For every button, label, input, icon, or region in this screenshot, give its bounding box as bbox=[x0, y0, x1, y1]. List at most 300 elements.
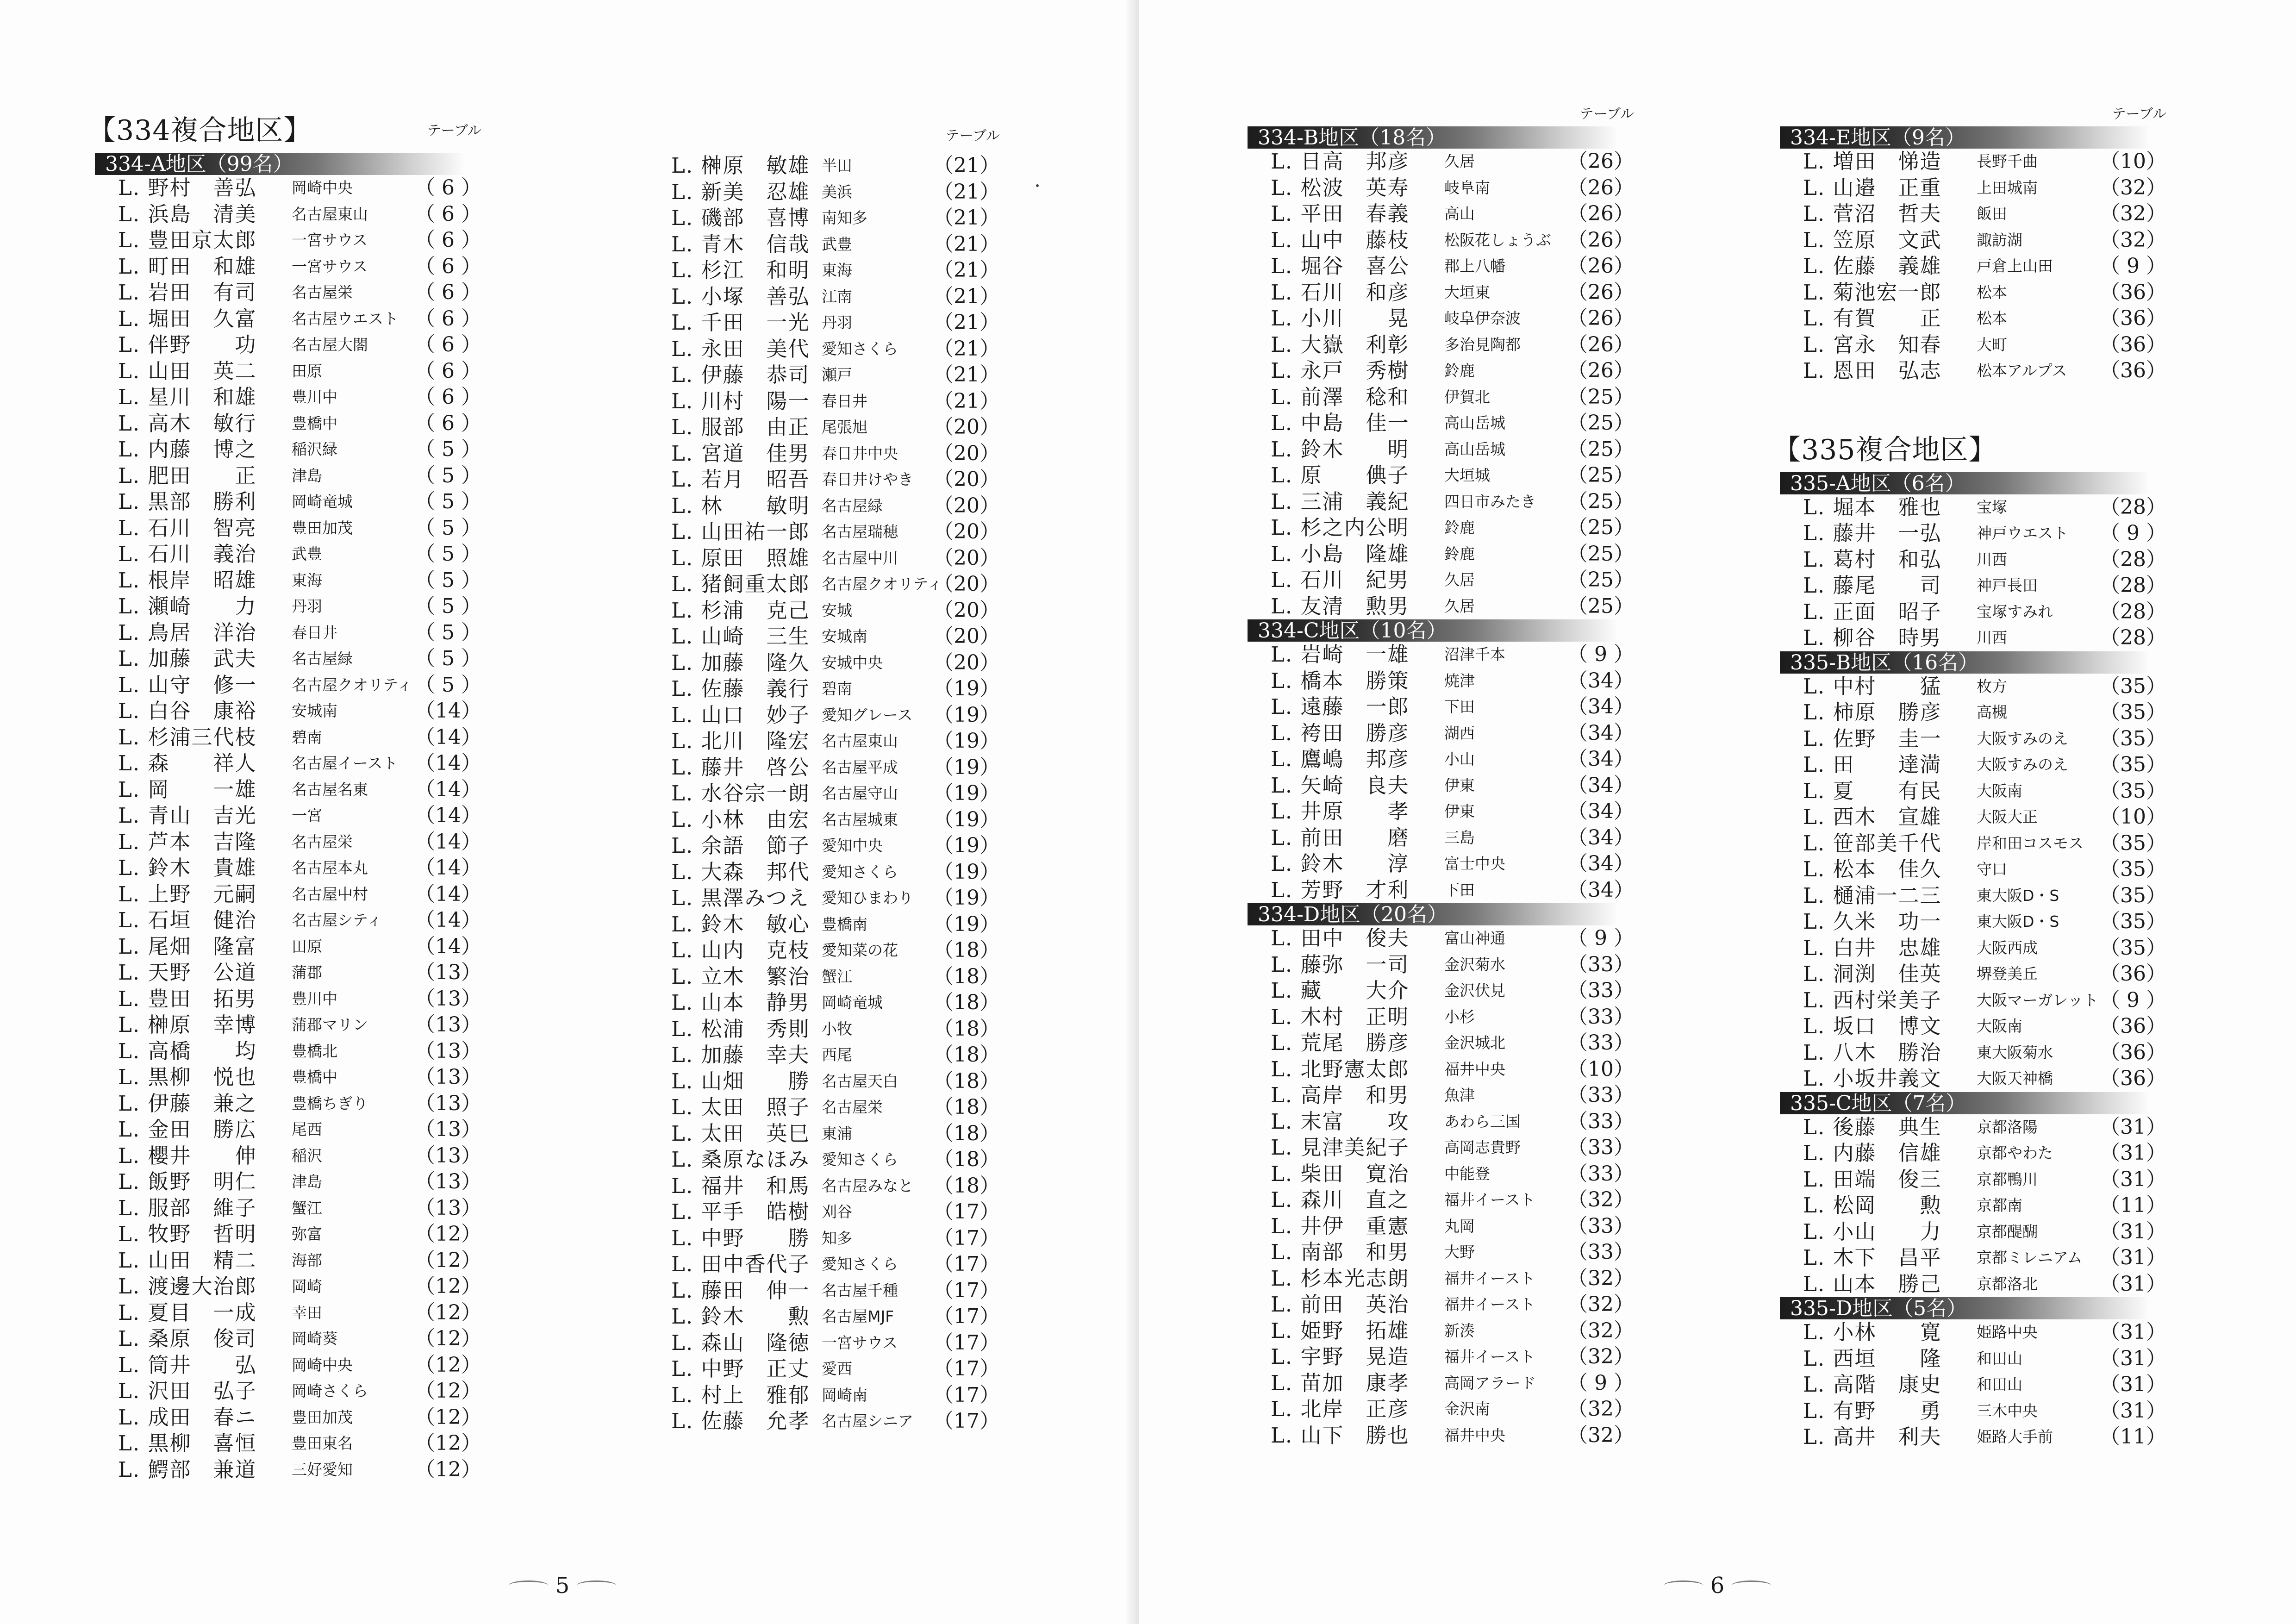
member-row bbox=[1780, 752, 2166, 778]
table-number: （14） bbox=[415, 830, 481, 854]
table-number: （21） bbox=[933, 284, 1000, 308]
club-name: 松阪花しょうぶ bbox=[1444, 231, 1551, 249]
club-name: 名古屋平成 bbox=[822, 758, 898, 776]
club-name: 愛知さくら bbox=[822, 339, 898, 358]
member-row bbox=[1780, 573, 2166, 599]
member-name: L. 鰐部 兼道 bbox=[118, 1457, 257, 1482]
member-name: L. 芦本 吉隆 bbox=[118, 829, 257, 854]
member-name: L. 山田 英二 bbox=[118, 358, 257, 383]
member-row bbox=[95, 829, 481, 856]
table-number: （18） bbox=[933, 1043, 1000, 1067]
club-name: 松本 bbox=[1977, 309, 2007, 327]
member-name: L. 伊藤 兼之 bbox=[118, 1091, 257, 1116]
member-name: L. 永田 美代 bbox=[671, 336, 810, 361]
region-title-334: 【334複合地区】 bbox=[88, 114, 312, 147]
table-number: （28） bbox=[2100, 495, 2166, 519]
table-number: （17） bbox=[933, 1383, 1000, 1407]
member-row bbox=[1780, 1219, 2166, 1245]
table-number: （20） bbox=[933, 520, 1000, 543]
member-name: L. 加藤 隆久 bbox=[671, 650, 810, 675]
table-number: （20） bbox=[933, 625, 1000, 648]
table-number: （25） bbox=[1567, 411, 1634, 435]
member-row bbox=[648, 1408, 1000, 1435]
table-number: （26） bbox=[1567, 332, 1634, 356]
member-name: L. 松波 英寿 bbox=[1271, 175, 1410, 200]
club-name: 弥富 bbox=[292, 1225, 322, 1243]
table-number: （14） bbox=[415, 804, 481, 827]
table-number: （ 5 ） bbox=[415, 647, 481, 670]
table-number: （10） bbox=[2100, 150, 2166, 173]
member-row bbox=[1248, 306, 1634, 332]
member-row bbox=[95, 1117, 481, 1143]
member-name: L. 服部 由正 bbox=[671, 415, 810, 439]
club-name: 東大阪D・S bbox=[1977, 886, 2059, 905]
member-name: L. 桑原なほみ bbox=[671, 1147, 810, 1172]
member-row bbox=[648, 1225, 1000, 1252]
member-row bbox=[95, 254, 481, 280]
member-row bbox=[95, 698, 481, 725]
club-name: 名古屋緑 bbox=[822, 496, 883, 515]
table-number: （31） bbox=[2100, 1141, 2166, 1165]
club-name: 名古屋中村 bbox=[292, 885, 368, 903]
table-number: （14） bbox=[415, 856, 481, 880]
club-name: 大阪すみのえ bbox=[1977, 729, 2068, 748]
club-name: 京都醍醐 bbox=[1977, 1222, 2038, 1241]
table-number: （13） bbox=[415, 1170, 481, 1193]
member-name: L. 宇野 晃造 bbox=[1271, 1344, 1410, 1369]
member-name: L. 黒柳 悦也 bbox=[118, 1065, 257, 1089]
member-row bbox=[648, 702, 1000, 729]
member-row bbox=[95, 777, 481, 803]
table-number: （12） bbox=[415, 1457, 481, 1481]
member-name: L. 余語 節子 bbox=[671, 833, 810, 858]
table-number: （21） bbox=[933, 337, 1000, 361]
table-number: （19） bbox=[933, 703, 1000, 727]
club-name: 海部 bbox=[292, 1251, 322, 1269]
member-name: L. 内藤 信雄 bbox=[1803, 1141, 1942, 1165]
table-number: （12） bbox=[415, 1274, 481, 1298]
member-name: L. 山口 妙子 bbox=[671, 702, 810, 727]
club-name: 三島 bbox=[1444, 828, 1475, 847]
table-number: （13） bbox=[415, 1196, 481, 1220]
member-row bbox=[95, 1430, 481, 1457]
club-name: 名古屋本丸 bbox=[292, 859, 368, 877]
table-number: （10） bbox=[2100, 805, 2166, 829]
member-name: L. 鈴木 勲 bbox=[671, 1304, 810, 1329]
member-row bbox=[95, 227, 481, 254]
table-number: （14） bbox=[415, 882, 481, 906]
table-number: （35） bbox=[2100, 831, 2166, 855]
member-name: L. 高岸 和男 bbox=[1271, 1083, 1410, 1107]
table-number: （21） bbox=[933, 311, 1000, 334]
member-row bbox=[1780, 625, 2166, 651]
table-number: （35） bbox=[2100, 857, 2166, 881]
member-row bbox=[1248, 1030, 1634, 1056]
member-name: L. 小塚 善弘 bbox=[671, 284, 810, 309]
member-row bbox=[648, 179, 1000, 206]
ornament-icon bbox=[1664, 1580, 1703, 1590]
member-name: L. 桑原 俊司 bbox=[118, 1326, 257, 1351]
table-header-label: テーブル bbox=[1579, 106, 1634, 122]
member-name: L. 原田 照雄 bbox=[671, 545, 810, 570]
table-number: （ 6 ） bbox=[415, 306, 481, 331]
table-number: （33） bbox=[1567, 1136, 1634, 1159]
member-name: L. 山守 修一 bbox=[118, 672, 257, 697]
member-name: L. 久米 功一 bbox=[1803, 909, 1942, 934]
member-name: L. 正面 昭子 bbox=[1803, 599, 1942, 624]
club-name: 福井中央 bbox=[1444, 1060, 1505, 1078]
member-row bbox=[95, 515, 481, 542]
member-name: L. 中野 正丈 bbox=[671, 1356, 810, 1381]
member-name: L. 藤弥 一司 bbox=[1271, 952, 1410, 977]
club-name: 名古屋名東 bbox=[292, 780, 368, 799]
member-name: L. 黒部 勝利 bbox=[118, 489, 257, 514]
member-name: L. 有野 勇 bbox=[1803, 1398, 1942, 1423]
table-number: （35） bbox=[2100, 700, 2166, 724]
club-name: 稲沢 bbox=[292, 1146, 322, 1165]
member-row bbox=[1780, 175, 2166, 201]
club-name: 上田城南 bbox=[1977, 178, 2038, 197]
member-row bbox=[1780, 1193, 2166, 1219]
member-name: L. 榊原 幸博 bbox=[118, 1012, 257, 1037]
member-row bbox=[95, 1457, 481, 1483]
member-name: L. 鷹嶋 邦彦 bbox=[1271, 747, 1410, 771]
member-row bbox=[1248, 694, 1634, 720]
table-number: （35） bbox=[2100, 674, 2166, 698]
table-number: （11） bbox=[2100, 1193, 2166, 1217]
member-name: L. 山本 静男 bbox=[671, 990, 810, 1015]
club-name: 春日井 bbox=[822, 392, 867, 410]
table-number: （32） bbox=[1567, 1397, 1634, 1421]
table-number: （13） bbox=[415, 961, 481, 984]
club-name: 宝塚 bbox=[1977, 498, 2007, 516]
club-name: 伊東 bbox=[1444, 802, 1475, 820]
club-name: 豊橋中 bbox=[292, 414, 337, 432]
table-number: （36） bbox=[2100, 1067, 2166, 1090]
member-row bbox=[1780, 1245, 2166, 1271]
club-name: 岸和田コスモス bbox=[1977, 834, 2084, 852]
club-name: 京都やわた bbox=[1977, 1144, 2053, 1162]
member-row bbox=[1248, 1370, 1634, 1397]
member-name: L. 山本 勝己 bbox=[1803, 1271, 1942, 1296]
table-number: （21） bbox=[933, 258, 1000, 282]
table-number: （ 9 ） bbox=[2100, 521, 2166, 545]
table-number: （ 5 ） bbox=[415, 620, 481, 644]
member-row bbox=[648, 1382, 1000, 1409]
member-row bbox=[648, 467, 1000, 493]
member-row bbox=[1780, 1013, 2166, 1040]
member-name: L. 上野 元嗣 bbox=[118, 881, 257, 906]
member-row bbox=[648, 990, 1000, 1016]
member-row bbox=[1780, 1066, 2166, 1092]
table-number: （20） bbox=[933, 598, 1000, 622]
club-name: 福井イースト bbox=[1444, 1348, 1535, 1366]
district-band-334b: 334-B地区（18名） bbox=[1248, 126, 1618, 149]
member-row bbox=[1248, 1082, 1634, 1109]
member-row bbox=[1780, 1114, 2166, 1141]
member-name: L. 山田 精二 bbox=[118, 1248, 257, 1273]
club-name: 高岡志貴野 bbox=[1444, 1138, 1521, 1156]
table-number: （ 6 ） bbox=[415, 228, 481, 252]
member-list-334e bbox=[1780, 149, 2166, 384]
member-name: L. 佐藤 允孝 bbox=[671, 1409, 810, 1433]
member-row bbox=[1248, 642, 1634, 668]
table-number: （ 6 ） bbox=[415, 281, 481, 304]
member-row bbox=[1248, 515, 1634, 541]
table-number: （ 5 ） bbox=[415, 568, 481, 592]
club-name: 名古屋千種 bbox=[822, 1281, 898, 1299]
table-number: （14） bbox=[415, 725, 481, 749]
club-name: 豊田加茂 bbox=[292, 518, 353, 537]
table-number: （12） bbox=[415, 1405, 481, 1429]
club-name: 飯田 bbox=[1977, 205, 2007, 223]
member-name: L. 小山 力 bbox=[1803, 1219, 1942, 1244]
member-row bbox=[95, 986, 481, 1012]
club-name: 小杉 bbox=[1444, 1007, 1475, 1026]
club-name: 豊橋北 bbox=[292, 1042, 337, 1060]
member-row bbox=[1248, 1161, 1634, 1187]
table-number: （ 6 ） bbox=[415, 202, 481, 226]
table-number: （18） bbox=[933, 1148, 1000, 1171]
club-name: 一宮 bbox=[292, 806, 322, 824]
member-name: L. 沢田 弘子 bbox=[118, 1379, 257, 1403]
member-name: L. 中野 勝 bbox=[671, 1225, 810, 1250]
club-name: 大阪南 bbox=[1977, 1017, 2022, 1035]
member-row bbox=[648, 781, 1000, 807]
club-name: 安城南 bbox=[822, 627, 867, 645]
member-row bbox=[95, 1221, 481, 1248]
member-name: L. 北野憲太郎 bbox=[1271, 1056, 1410, 1081]
member-name: L. 藏 大介 bbox=[1271, 978, 1410, 1003]
member-row bbox=[1248, 593, 1634, 620]
member-name: L. 福井 和馬 bbox=[671, 1173, 810, 1198]
member-row bbox=[1248, 1004, 1634, 1031]
club-name: 瀬戸 bbox=[822, 366, 852, 384]
member-name: L. 井原 孝 bbox=[1271, 799, 1410, 824]
member-name: L. 若月 昭吾 bbox=[671, 467, 810, 492]
page-number-text: 6 bbox=[1710, 1572, 1725, 1599]
member-name: L. 磯部 喜博 bbox=[671, 206, 810, 230]
member-name: L. 永戸 秀樹 bbox=[1271, 358, 1410, 383]
member-name: L. 恩田 弘志 bbox=[1803, 358, 1942, 383]
table-number: （19） bbox=[933, 886, 1000, 910]
member-row bbox=[95, 568, 481, 594]
club-name: 刈谷 bbox=[822, 1203, 852, 1221]
member-name: L. 山田祐一郎 bbox=[671, 519, 810, 544]
member-row bbox=[648, 153, 1000, 179]
table-number: （36） bbox=[2100, 280, 2166, 304]
member-row bbox=[648, 964, 1000, 990]
member-name: L. 川村 陽一 bbox=[671, 388, 810, 413]
club-name: 江南 bbox=[822, 287, 852, 306]
member-name: L. 黒澤みつえ bbox=[671, 886, 810, 910]
ornament-icon bbox=[1732, 1580, 1771, 1590]
district-band-335d: 335-D地区（5名） bbox=[1780, 1297, 2150, 1319]
table-column-header bbox=[648, 130, 1000, 148]
table-number: （32） bbox=[2100, 175, 2166, 200]
club-name: 和田山 bbox=[1977, 1375, 2022, 1393]
club-name: 愛知さくら bbox=[822, 1255, 898, 1273]
member-list-334b bbox=[1248, 149, 1634, 619]
member-name: L. 山邉 正重 bbox=[1803, 175, 1942, 200]
member-name: L. 野村 善弘 bbox=[118, 175, 257, 200]
club-name: 蒲郡 bbox=[292, 963, 322, 981]
member-row bbox=[648, 1304, 1000, 1330]
member-name: L. 三浦 義紀 bbox=[1271, 489, 1410, 514]
district-band-335b: 335-B地区（16名） bbox=[1780, 651, 2150, 674]
club-name: 多治見陶都 bbox=[1444, 335, 1521, 354]
table-number: （13） bbox=[415, 1039, 481, 1063]
member-name: L. 前田 磨 bbox=[1271, 825, 1410, 850]
member-row bbox=[648, 833, 1000, 859]
member-row bbox=[1780, 494, 2166, 521]
member-row bbox=[1780, 227, 2166, 254]
member-row bbox=[1248, 1292, 1634, 1318]
club-name: 和田山 bbox=[1977, 1349, 2022, 1368]
club-name: 伊東 bbox=[1444, 776, 1475, 794]
member-list-334d bbox=[1248, 925, 1634, 1449]
member-name: L. 青木 信哉 bbox=[671, 231, 810, 256]
member-name: L. 田中 俊夫 bbox=[1271, 926, 1410, 950]
member-row bbox=[648, 1042, 1000, 1068]
table-number: （26） bbox=[1567, 175, 1634, 200]
table-number: （28） bbox=[2100, 626, 2166, 650]
table-number: （19） bbox=[933, 755, 1000, 779]
member-row bbox=[648, 1356, 1000, 1382]
member-row bbox=[1780, 778, 2166, 805]
club-name: 美浜 bbox=[822, 182, 852, 201]
table-column-header bbox=[1248, 101, 1634, 126]
member-row bbox=[1248, 384, 1634, 411]
member-name: L. 佐野 圭一 bbox=[1803, 726, 1942, 751]
member-row bbox=[1248, 567, 1634, 593]
club-name: 高山岳城 bbox=[1444, 440, 1505, 458]
club-name: 久居 bbox=[1444, 597, 1475, 615]
member-name: L. 黒柳 喜恒 bbox=[118, 1431, 257, 1455]
member-row bbox=[95, 1326, 481, 1352]
left-page bbox=[0, 0, 1139, 1624]
club-name: 一宮サウス bbox=[822, 1333, 898, 1352]
member-name: L. 芳野 才利 bbox=[1271, 877, 1410, 902]
member-name: L. 山内 克枝 bbox=[671, 938, 810, 962]
district-band-334e: 334-E地区（9名） bbox=[1780, 126, 2150, 149]
member-row bbox=[95, 803, 481, 829]
member-row bbox=[648, 310, 1000, 336]
table-number: （ 5 ） bbox=[415, 490, 481, 513]
member-name: L. 杉浦 克己 bbox=[671, 598, 810, 623]
club-name: 高山 bbox=[1444, 205, 1475, 223]
member-name: L. 荒尾 勝彦 bbox=[1271, 1031, 1410, 1055]
club-name: 東海 bbox=[822, 261, 852, 279]
member-name: L. 遠藤 一郎 bbox=[1271, 694, 1410, 719]
member-name: L. 樋浦一二三 bbox=[1803, 883, 1942, 908]
table-number: （35） bbox=[2100, 779, 2166, 803]
club-name: 東大阪D・S bbox=[1977, 912, 2059, 931]
club-name: 蟹江 bbox=[822, 967, 852, 986]
club-name: 稲沢緑 bbox=[292, 440, 337, 458]
member-name: L. 姫野 拓雄 bbox=[1271, 1318, 1410, 1343]
member-name: L. 肥田 正 bbox=[118, 463, 257, 488]
table-number: （32） bbox=[2100, 228, 2166, 252]
member-row bbox=[1780, 1319, 2166, 1346]
member-row bbox=[95, 306, 481, 332]
member-row bbox=[95, 672, 481, 699]
club-name: 愛知さくら bbox=[822, 862, 898, 881]
table-number: （20） bbox=[933, 572, 1000, 596]
member-row bbox=[648, 807, 1000, 833]
table-number: （12） bbox=[415, 1222, 481, 1246]
table-number: （34） bbox=[1567, 773, 1634, 797]
club-name: 蟹江 bbox=[292, 1199, 322, 1217]
member-list-334a bbox=[95, 175, 481, 1483]
table-number: （36） bbox=[2100, 1014, 2166, 1038]
club-name: 名古屋守山 bbox=[822, 784, 898, 802]
table-number: （13） bbox=[415, 1118, 481, 1141]
member-row bbox=[95, 1248, 481, 1274]
member-name: L. 高橋 均 bbox=[118, 1038, 257, 1063]
table-number: （28） bbox=[2100, 574, 2166, 597]
member-row bbox=[648, 441, 1000, 467]
table-number: （ 5 ） bbox=[415, 594, 481, 618]
club-name: 大阪西成 bbox=[1977, 938, 2038, 957]
table-number: （25） bbox=[1567, 489, 1634, 513]
table-number: （18） bbox=[933, 1017, 1000, 1041]
member-name: L. 小坂井義文 bbox=[1803, 1066, 1942, 1091]
club-name: 東大阪菊水 bbox=[1977, 1043, 2053, 1062]
member-row bbox=[1780, 961, 2166, 987]
member-row bbox=[1248, 358, 1634, 384]
table-number: （31） bbox=[2100, 1115, 2166, 1139]
member-name: L. 猪飼重太郎 bbox=[671, 572, 810, 596]
member-row bbox=[95, 960, 481, 986]
member-name: L. 大嶽 利彰 bbox=[1271, 332, 1410, 357]
member-name: L. 鈴木 明 bbox=[1271, 437, 1410, 462]
table-number: （17） bbox=[933, 1409, 1000, 1433]
member-name: L. 洞渕 佳英 bbox=[1803, 962, 1942, 986]
table-number: （25） bbox=[1567, 385, 1634, 409]
club-name: 岡崎南 bbox=[822, 1386, 867, 1404]
member-row bbox=[1248, 1213, 1634, 1240]
table-number: （21） bbox=[933, 206, 1000, 230]
member-name: L. 浜島 清美 bbox=[118, 201, 257, 226]
table-number: （31） bbox=[2100, 1346, 2166, 1370]
member-row bbox=[1248, 851, 1634, 877]
region-gap bbox=[1780, 384, 2166, 428]
table-number: （35） bbox=[2100, 936, 2166, 960]
member-name: L. 柴田 寛治 bbox=[1271, 1161, 1410, 1186]
member-name: L. 岩田 有司 bbox=[118, 280, 257, 305]
district-band-334a: 334-A地区（99名） bbox=[95, 153, 465, 175]
member-name: L. 成田 春ニ bbox=[118, 1405, 257, 1430]
member-name: L. 笹部美千代 bbox=[1803, 831, 1942, 856]
member-name: L. 杉江 和明 bbox=[671, 258, 810, 282]
member-name: L. 豊田京太郎 bbox=[118, 228, 257, 252]
club-name: 安城中央 bbox=[822, 653, 883, 672]
table-number: （19） bbox=[933, 912, 1000, 936]
member-row bbox=[1780, 883, 2166, 909]
table-number: （35） bbox=[2100, 883, 2166, 907]
member-row bbox=[1780, 1271, 2166, 1298]
member-row bbox=[1780, 700, 2166, 726]
member-row bbox=[95, 750, 481, 777]
member-row bbox=[1248, 1239, 1634, 1266]
member-name: L. 伊藤 恭司 bbox=[671, 362, 810, 387]
club-name: 岡崎竜城 bbox=[292, 493, 353, 511]
table-number: （18） bbox=[933, 991, 1000, 1014]
table-number: （18） bbox=[933, 1069, 1000, 1093]
member-row bbox=[95, 1274, 481, 1300]
member-name: L. 平手 皓樹 bbox=[671, 1199, 810, 1224]
